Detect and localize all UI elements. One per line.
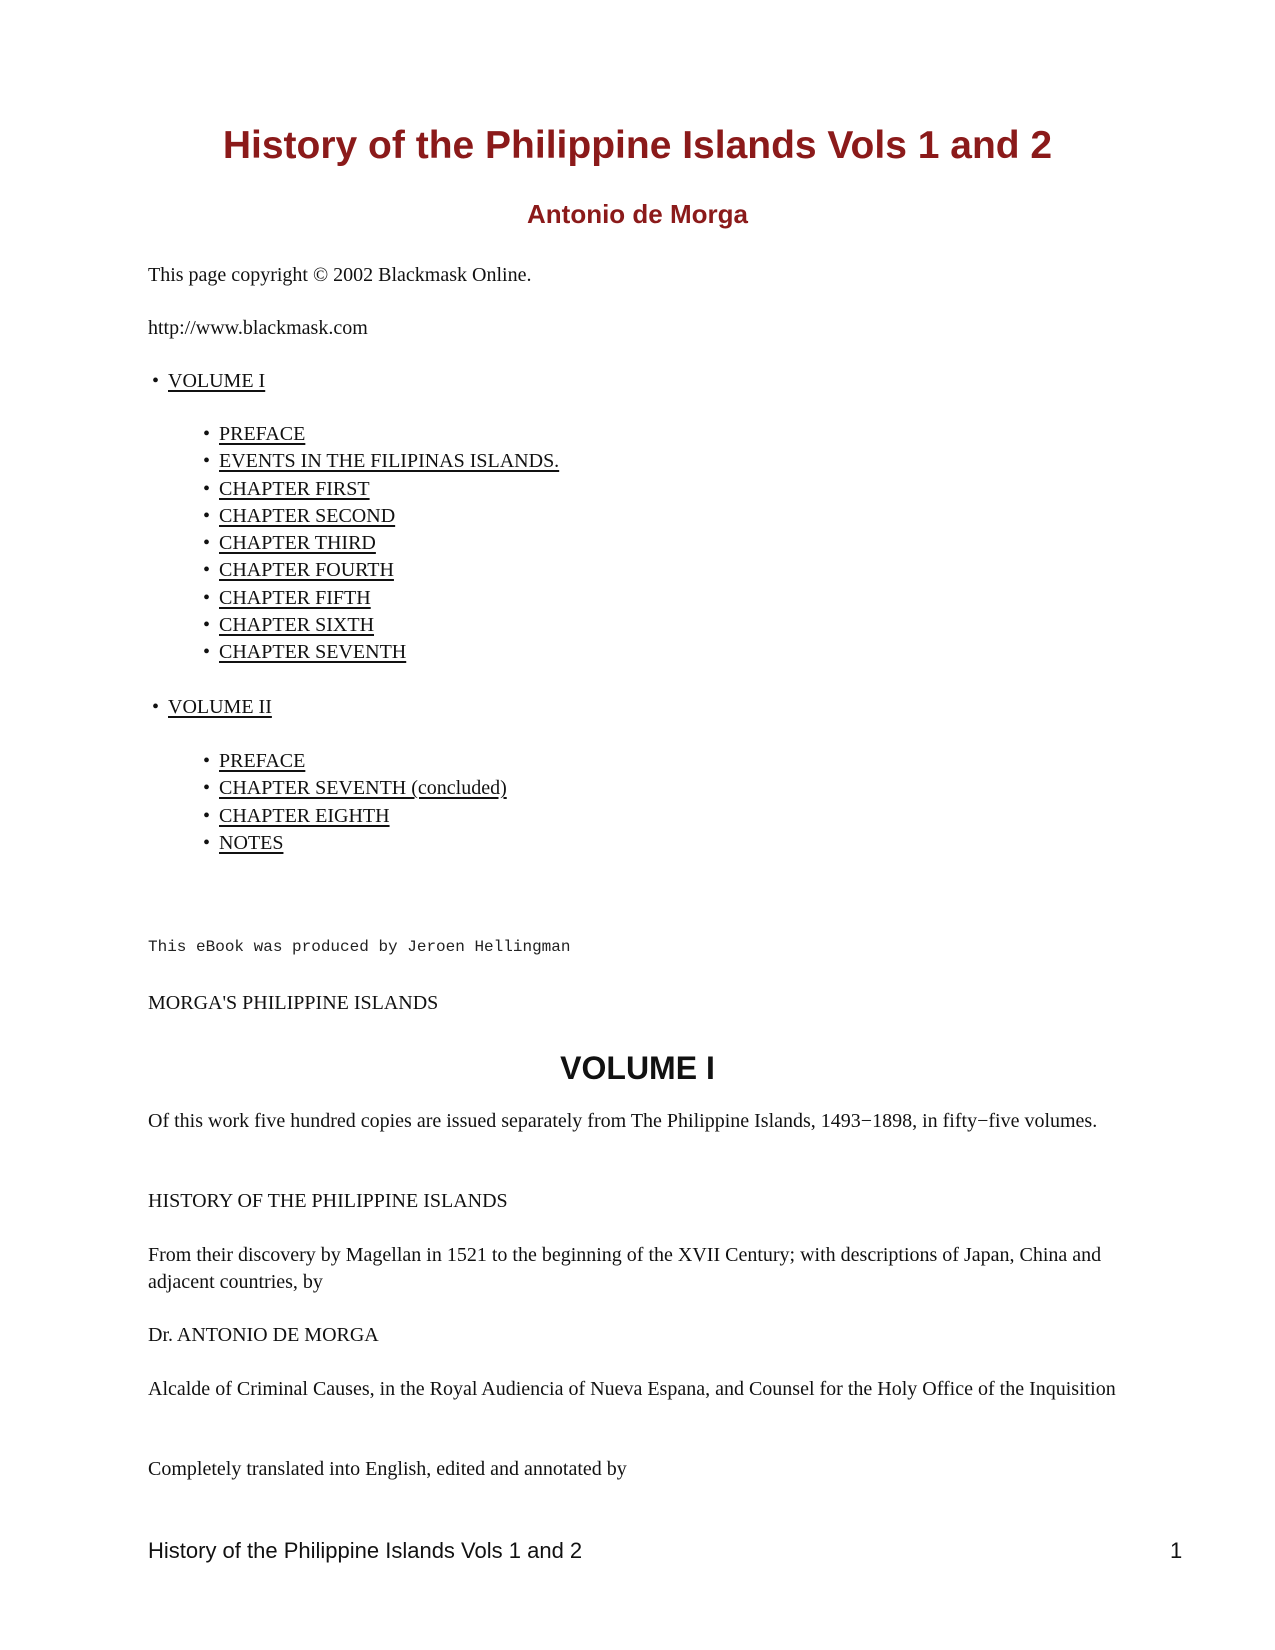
footer-title: History of the Philippine Islands Vols 1 and 2 [148, 1538, 583, 1563]
toc-volume-1 [152, 368, 265, 395]
toc-link-chapter-third[interactable]: CHAPTER THIRD [219, 532, 376, 555]
toc-link-notes[interactable]: NOTES [219, 831, 284, 854]
toc-item: • CHAPTER SECOND [203, 504, 396, 527]
author-role: Alcalde of Criminal Causes, in the Royal Audiencia of Nueva Espana, and Counsel for the Holy Office of the Inquisition [148, 1378, 1116, 1400]
toc-link-chapter-seventh-concluded[interactable]: CHAPTER SEVENTH (concluded) [219, 777, 507, 800]
author-name: Dr. ANTONIO DE MORGA [148, 1324, 379, 1346]
toc-volume-1-entry: • VOLUME I [152, 370, 266, 392]
toc-link-chapter-fifth[interactable]: CHAPTER FIFTH [219, 586, 371, 609]
history-title: HISTORY OF THE PHILIPPINE ISLANDS [148, 1190, 508, 1212]
toc-link-chapter-fourth[interactable]: CHAPTER FOURTH [219, 559, 394, 582]
toc-volume-2 [152, 694, 272, 721]
document-title: History of the Philippine Islands Vols 1 and 2 [222, 124, 1053, 167]
toc-item: • EVENTS IN THE FILIPINAS ISLANDS. [203, 450, 560, 473]
toc-item: • CHAPTER SIXTH [203, 614, 375, 637]
toc-item: • PREFACE [203, 423, 306, 445]
toc-item: • CHAPTER SEVENTH (concluded) [203, 777, 507, 800]
toc-link-chapter-first[interactable]: CHAPTER FIRST [219, 477, 370, 500]
history-subtitle: From their discovery by Magellan in 1521 to the beginning of the XVII Century; with descriptions of Japan, China and adjacent countries, by [148, 1244, 1102, 1293]
toc-link-volume-2[interactable]: VOLUME II [168, 696, 272, 718]
producer-credit: This eBook was produced by Jeroen Hellingman [148, 938, 571, 956]
toc-link-preface-2[interactable]: PREFACE [219, 750, 306, 772]
toc-link-events[interactable]: EVENTS IN THE FILIPINAS ISLANDS. [219, 450, 560, 473]
toc-item: • PREFACE [203, 750, 306, 772]
toc-item: • CHAPTER FOURTH [203, 559, 394, 582]
toc-item: • CHAPTER SEVENTH [203, 641, 407, 664]
toc-volume-1-chapters [203, 421, 559, 667]
toc-link-chapter-eighth[interactable]: CHAPTER EIGHTH [219, 804, 390, 827]
translation-note: Completely translated into English, edited and annotated by [148, 1458, 627, 1480]
series-title: MORGA'S PHILIPPINE ISLANDS [148, 992, 439, 1014]
toc-link-chapter-second[interactable]: CHAPTER SECOND [219, 504, 396, 527]
toc-item: • CHAPTER THIRD [203, 532, 376, 555]
edition-note: Of this work five hundred copies are issued separately from The Philippine Islands, 1493−1898, in fifty−five volumes. [148, 1110, 1098, 1132]
website-url: http://www.blackmask.com [148, 317, 368, 339]
toc-volume-2-chapters [203, 748, 507, 857]
document-author: Antonio de Morga [527, 199, 748, 229]
toc-item: • CHAPTER FIRST [203, 477, 370, 500]
toc-link-chapter-seventh[interactable]: CHAPTER SEVENTH [219, 641, 407, 664]
toc-volume-2-entry: • VOLUME II [152, 696, 272, 718]
volume-heading: VOLUME I [560, 1050, 715, 1086]
copyright-notice: This page copyright © 2002 Blackmask Online. [148, 264, 532, 286]
toc-link-chapter-sixth[interactable]: CHAPTER SIXTH [219, 614, 375, 637]
page-number: 1 [1170, 1538, 1183, 1563]
toc-link-volume-1[interactable]: VOLUME I [168, 370, 266, 392]
toc-item: • CHAPTER FIFTH [203, 586, 371, 609]
toc-item: • NOTES [203, 831, 284, 854]
toc-link-preface[interactable]: PREFACE [219, 423, 306, 445]
toc-item: • CHAPTER EIGHTH [203, 804, 390, 827]
